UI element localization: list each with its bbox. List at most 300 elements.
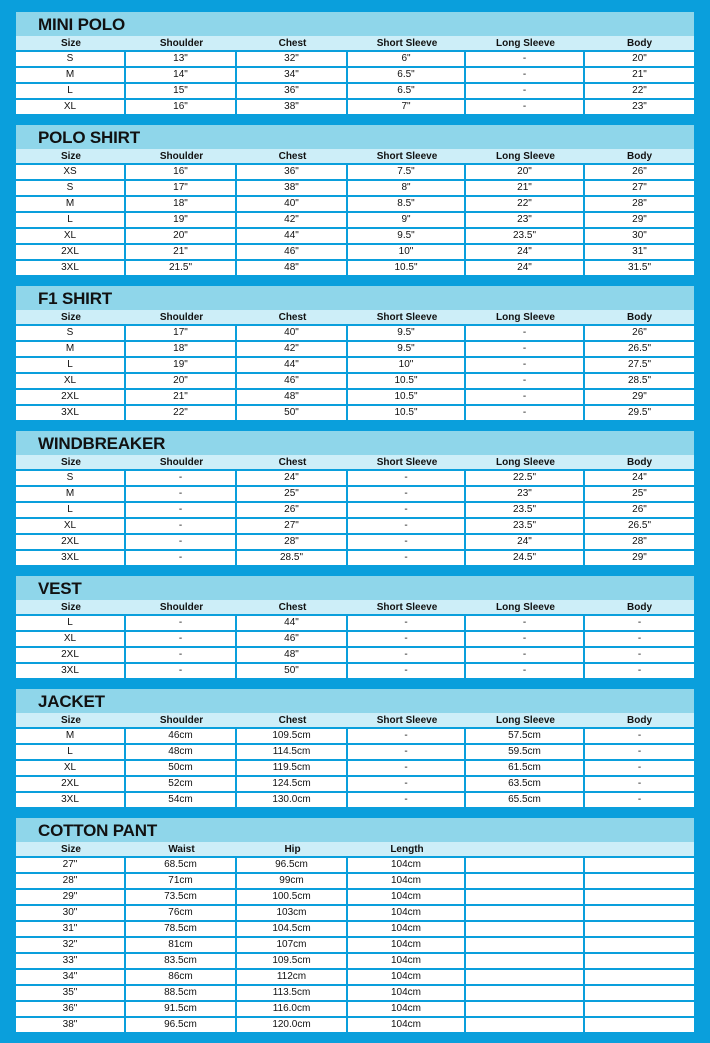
table-cell: 104cm [348, 1016, 466, 1032]
table-cell: L [16, 211, 126, 227]
table-cell: 20" [126, 372, 237, 388]
column-header: Size [60, 312, 81, 323]
table-cell: 29" [585, 388, 694, 404]
table-cell: - [466, 50, 585, 66]
table-cell: 3XL [16, 259, 126, 275]
table-cell: 50cm [126, 759, 237, 775]
table-cell: 23" [466, 211, 585, 227]
table-cell: 52cm [126, 775, 237, 791]
table-cell: 21" [126, 243, 237, 259]
table-row [16, 469, 694, 485]
column-header: Length [390, 844, 424, 855]
table-cell: 23" [466, 485, 585, 501]
table-cell: 7" [348, 98, 466, 114]
table-cell: - [585, 662, 694, 678]
table-cell: 57.5cm [466, 727, 585, 743]
table-cell: - [126, 614, 237, 630]
table-cell: 2XL [16, 388, 126, 404]
table-cell: 29" [16, 888, 126, 904]
table-cell: 46" [237, 630, 348, 646]
table-cell: 20" [126, 227, 237, 243]
header-row [16, 36, 694, 50]
table-cell: XL [16, 759, 126, 775]
table-cell: 104cm [348, 952, 466, 968]
table-cell: 104cm [348, 968, 466, 984]
table-cell: 3XL [16, 549, 126, 565]
table-cell: XL [16, 372, 126, 388]
table-cell: 8.5" [348, 195, 466, 211]
table-cell: 26.5" [585, 517, 694, 533]
table-cell: L [16, 614, 126, 630]
column-header: Size [60, 602, 81, 613]
column-header: Size [60, 844, 81, 855]
table-row [16, 517, 694, 533]
section-title: WINDBREAKER [16, 431, 694, 455]
table-cell: 42" [237, 340, 348, 356]
column-header [585, 842, 694, 856]
section-title: F1 SHIRT [16, 286, 694, 310]
table-cell [585, 1000, 694, 1016]
table-cell: 18" [126, 340, 237, 356]
table-cell: 26" [585, 163, 694, 179]
table-cell [466, 920, 585, 936]
table-cell: 38" [237, 98, 348, 114]
column-header: Shoulder [159, 602, 204, 613]
column-header: Shoulder [159, 312, 204, 323]
column-header: Chest [278, 457, 307, 468]
column-header: Shoulder [159, 38, 204, 49]
table-row [16, 920, 694, 936]
column-header: Chest [278, 151, 307, 162]
table-cell [466, 1016, 585, 1032]
table-row [16, 662, 694, 678]
table-cell: XS [16, 163, 126, 179]
table-cell: 21" [126, 388, 237, 404]
table-cell: XL [16, 98, 126, 114]
table-cell: 42" [237, 211, 348, 227]
table-cell: - [348, 759, 466, 775]
table-cell: 23.5" [466, 501, 585, 517]
table-row [16, 243, 694, 259]
table-cell: 46" [237, 372, 348, 388]
table-cell: 26.5" [585, 340, 694, 356]
table-cell: 96.5cm [126, 1016, 237, 1032]
table-cell: 107cm [237, 936, 348, 952]
table-cell: 109.5cm [237, 952, 348, 968]
table-cell: 26" [585, 324, 694, 340]
table-cell: 24" [466, 243, 585, 259]
table-cell: 24.5" [466, 549, 585, 565]
table-cell: 32" [16, 936, 126, 952]
table-cell: 96.5cm [237, 856, 348, 872]
table-cell [466, 888, 585, 904]
table-cell: 27.5" [585, 356, 694, 372]
table-cell: - [348, 485, 466, 501]
table-cell: - [585, 646, 694, 662]
table-cell [585, 904, 694, 920]
table-row [16, 179, 694, 195]
table-cell: S [16, 324, 126, 340]
table-cell: 114.5cm [237, 743, 348, 759]
table-row [16, 952, 694, 968]
column-header: Long Sleeve [496, 312, 555, 323]
table-cell: S [16, 50, 126, 66]
table-cell: XL [16, 227, 126, 243]
table-row [16, 630, 694, 646]
table-row [16, 743, 694, 759]
column-header: Size [60, 457, 81, 468]
table-cell: - [466, 66, 585, 82]
table-cell: 48" [237, 388, 348, 404]
table-cell: 16" [126, 98, 237, 114]
table-cell: - [348, 791, 466, 807]
table-cell: - [585, 614, 694, 630]
table-row [16, 259, 694, 275]
table-cell: 81cm [126, 936, 237, 952]
table-cell: 50" [237, 662, 348, 678]
column-header: Long Sleeve [496, 151, 555, 162]
table-cell [466, 984, 585, 1000]
table-cell: S [16, 469, 126, 485]
table-row [16, 759, 694, 775]
table-cell: 19" [126, 356, 237, 372]
size-table-f1-shirt [16, 286, 694, 420]
table-cell: - [466, 630, 585, 646]
table-row [16, 195, 694, 211]
table-cell: 23.5" [466, 227, 585, 243]
table-cell: 103cm [237, 904, 348, 920]
column-header: Shoulder [159, 151, 204, 162]
table-cell: 104.5cm [237, 920, 348, 936]
table-cell: 20" [585, 50, 694, 66]
table-cell [585, 872, 694, 888]
table-row [16, 98, 694, 114]
table-row [16, 936, 694, 952]
table-cell: 20" [466, 163, 585, 179]
table-cell: 21.5" [126, 259, 237, 275]
table-cell: 24" [585, 469, 694, 485]
table-cell: - [348, 533, 466, 549]
table-cell: 124.5cm [237, 775, 348, 791]
table-row [16, 888, 694, 904]
table-cell: - [348, 662, 466, 678]
header-row [16, 310, 694, 324]
table-row [16, 501, 694, 517]
table-cell: L [16, 82, 126, 98]
table-cell: 28" [585, 195, 694, 211]
table-cell: 19" [126, 211, 237, 227]
table-cell: - [466, 82, 585, 98]
table-cell: 22.5" [466, 469, 585, 485]
column-header [466, 842, 585, 856]
table-cell: 28.5" [585, 372, 694, 388]
table-cell: 3XL [16, 404, 126, 420]
table-cell: 21" [585, 66, 694, 82]
table-cell: 28.5" [237, 549, 348, 565]
table-cell: - [348, 469, 466, 485]
table-cell: 71cm [126, 872, 237, 888]
table-row [16, 904, 694, 920]
table-cell: L [16, 501, 126, 517]
column-header: Shoulder [159, 715, 204, 726]
table-cell: 34" [16, 968, 126, 984]
section-title: VEST [16, 576, 694, 600]
table-cell: - [466, 404, 585, 420]
table-cell: - [466, 340, 585, 356]
table-cell: 109.5cm [237, 727, 348, 743]
table-cell: - [585, 743, 694, 759]
size-table-windbreaker [16, 431, 694, 565]
table-cell: 17" [126, 324, 237, 340]
table-cell: - [126, 469, 237, 485]
table-row [16, 82, 694, 98]
table-cell: 88.5cm [126, 984, 237, 1000]
size-table-cotton-pant [16, 818, 694, 1032]
table-cell: - [348, 517, 466, 533]
table-cell: 13" [126, 50, 237, 66]
table-cell: - [348, 646, 466, 662]
table-cell: 27" [16, 856, 126, 872]
table-row [16, 211, 694, 227]
table-cell: 59.5cm [466, 743, 585, 759]
header-row [16, 600, 694, 614]
table-cell [466, 968, 585, 984]
column-header: Shoulder [159, 457, 204, 468]
table-cell: - [585, 759, 694, 775]
table-cell: 27" [585, 179, 694, 195]
table-cell: 7.5" [348, 163, 466, 179]
table-cell: 22" [466, 195, 585, 211]
column-header: Chest [278, 38, 307, 49]
table-cell: 23" [585, 98, 694, 114]
table-cell [466, 904, 585, 920]
table-cell: 34" [237, 66, 348, 82]
table-cell: - [466, 388, 585, 404]
table-row [16, 324, 694, 340]
table-cell: - [126, 517, 237, 533]
table-cell: XL [16, 630, 126, 646]
column-header: Short Sleeve [376, 602, 438, 613]
table-row [16, 227, 694, 243]
table-row [16, 549, 694, 565]
table-cell: - [126, 646, 237, 662]
table-cell: - [126, 662, 237, 678]
header-row [16, 149, 694, 163]
table-row [16, 388, 694, 404]
size-table-vest [16, 576, 694, 678]
table-cell: 9" [348, 211, 466, 227]
table-cell: L [16, 356, 126, 372]
table-cell: 73.5cm [126, 888, 237, 904]
table-cell: 31" [16, 920, 126, 936]
table-cell: 29" [585, 549, 694, 565]
table-cell: 46cm [126, 727, 237, 743]
table-cell: 112cm [237, 968, 348, 984]
table-cell: - [466, 98, 585, 114]
table-cell: 35" [16, 984, 126, 1000]
table-cell: 100.5cm [237, 888, 348, 904]
table-row [16, 614, 694, 630]
header-row [16, 842, 694, 856]
table-cell: 24" [466, 533, 585, 549]
table-cell: - [466, 662, 585, 678]
table-cell: 29" [585, 211, 694, 227]
table-cell: 54cm [126, 791, 237, 807]
table-cell: 120.0cm [237, 1016, 348, 1032]
table-cell: 8" [348, 179, 466, 195]
table-cell: 28" [16, 872, 126, 888]
table-cell: 104cm [348, 872, 466, 888]
column-header: Body [627, 602, 652, 613]
table-cell: 26" [585, 501, 694, 517]
table-cell: 91.5cm [126, 1000, 237, 1016]
table-row [16, 968, 694, 984]
table-cell: 2XL [16, 646, 126, 662]
table-cell: 104cm [348, 856, 466, 872]
table-cell: 9.5" [348, 340, 466, 356]
table-cell: 10" [348, 356, 466, 372]
table-cell: 6" [348, 50, 466, 66]
table-cell: 116.0cm [237, 1000, 348, 1016]
table-cell: - [126, 549, 237, 565]
table-row [16, 340, 694, 356]
table-cell: 63.5cm [466, 775, 585, 791]
table-row [16, 791, 694, 807]
table-cell [585, 984, 694, 1000]
table-cell: 33" [16, 952, 126, 968]
table-cell: 26" [237, 501, 348, 517]
size-table-jacket [16, 689, 694, 807]
table-cell: M [16, 66, 126, 82]
header-row [16, 455, 694, 469]
table-cell: S [16, 179, 126, 195]
table-cell: M [16, 340, 126, 356]
table-cell: 21" [466, 179, 585, 195]
table-row [16, 404, 694, 420]
section-title: POLO SHIRT [16, 125, 694, 149]
table-cell: 50" [237, 404, 348, 420]
table-cell: - [585, 775, 694, 791]
table-cell [585, 920, 694, 936]
table-cell [585, 856, 694, 872]
table-cell: 68.5cm [126, 856, 237, 872]
table-cell: 76cm [126, 904, 237, 920]
table-row [16, 372, 694, 388]
table-cell: 48cm [126, 743, 237, 759]
table-cell: 2XL [16, 533, 126, 549]
table-cell: 44" [237, 614, 348, 630]
table-cell: - [126, 533, 237, 549]
column-header: Chest [278, 715, 307, 726]
table-cell: 36" [16, 1000, 126, 1016]
table-cell: 10.5" [348, 404, 466, 420]
table-cell: - [348, 630, 466, 646]
table-row [16, 727, 694, 743]
table-cell: 30" [585, 227, 694, 243]
table-cell: 38" [16, 1016, 126, 1032]
table-cell: M [16, 195, 126, 211]
table-cell: 10.5" [348, 259, 466, 275]
table-row [16, 984, 694, 1000]
table-cell [466, 1000, 585, 1016]
table-row [16, 533, 694, 549]
table-cell: - [585, 791, 694, 807]
table-cell [585, 968, 694, 984]
table-cell: 86cm [126, 968, 237, 984]
table-cell: - [585, 630, 694, 646]
table-row [16, 1016, 694, 1032]
table-cell [466, 952, 585, 968]
table-cell: 29.5" [585, 404, 694, 420]
table-cell: M [16, 727, 126, 743]
table-cell: 3XL [16, 662, 126, 678]
table-cell: - [466, 372, 585, 388]
column-header: Body [627, 38, 652, 49]
table-cell: 9.5" [348, 324, 466, 340]
table-cell: 3XL [16, 791, 126, 807]
table-cell [585, 888, 694, 904]
size-table-mini-polo [16, 12, 694, 114]
table-cell: 38" [237, 179, 348, 195]
table-row [16, 66, 694, 82]
table-cell: - [466, 646, 585, 662]
table-cell: - [348, 743, 466, 759]
table-cell: - [348, 614, 466, 630]
table-cell: - [348, 727, 466, 743]
column-header: Short Sleeve [376, 457, 438, 468]
table-cell: 17" [126, 179, 237, 195]
table-cell: 36" [237, 82, 348, 98]
table-cell: 25" [237, 485, 348, 501]
table-cell: 36" [237, 163, 348, 179]
section-title: JACKET [16, 689, 694, 713]
table-cell: 31.5" [585, 259, 694, 275]
column-header: Size [60, 38, 81, 49]
table-row [16, 163, 694, 179]
table-cell: 22" [585, 82, 694, 98]
table-cell: 6.5" [348, 82, 466, 98]
size-chart [16, 12, 694, 1043]
table-cell: - [466, 356, 585, 372]
table-cell [466, 872, 585, 888]
section-title: COTTON PANT [16, 818, 694, 842]
table-cell: 31" [585, 243, 694, 259]
table-row [16, 50, 694, 66]
table-cell: - [126, 630, 237, 646]
table-cell: L [16, 743, 126, 759]
column-header: Size [60, 151, 81, 162]
column-header: Hip [284, 844, 301, 855]
table-cell: 25" [585, 485, 694, 501]
table-cell: 10.5" [348, 388, 466, 404]
column-header: Short Sleeve [376, 715, 438, 726]
table-cell: - [348, 775, 466, 791]
column-header: Waist [168, 844, 195, 855]
size-table-polo-shirt [16, 125, 694, 275]
table-cell: - [126, 501, 237, 517]
table-row [16, 485, 694, 501]
table-cell: 2XL [16, 775, 126, 791]
table-row [16, 1000, 694, 1016]
table-cell: 83.5cm [126, 952, 237, 968]
table-cell: 22" [126, 404, 237, 420]
table-cell: 65.5cm [466, 791, 585, 807]
table-cell: - [126, 485, 237, 501]
table-cell [585, 936, 694, 952]
table-cell: XL [16, 517, 126, 533]
table-cell: M [16, 485, 126, 501]
table-cell: 6.5" [348, 66, 466, 82]
